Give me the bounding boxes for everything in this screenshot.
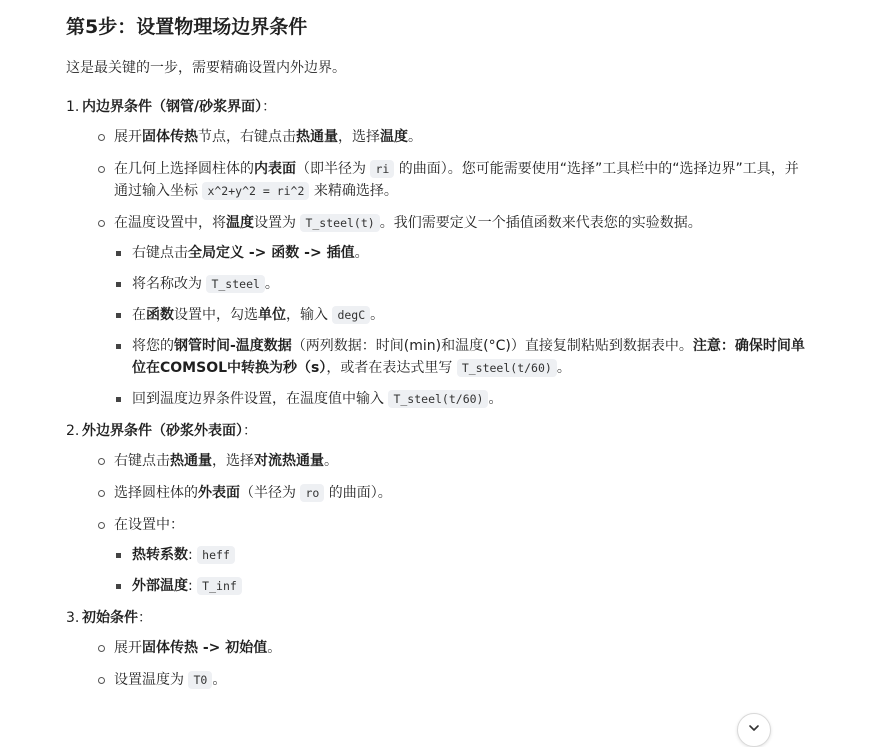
nested-list — [114, 242, 806, 410]
list-item: 设置温度为 T0 。 — [82, 669, 806, 691]
nested-item: 右键点击全局定义 -> 函数 -> 插值。 — [114, 242, 806, 264]
inline-code: T_inf — [197, 577, 242, 595]
nested-item: 在函数设置中，勾选单位，输入 degC 。 — [114, 304, 806, 326]
list-item-initial-conditions: 3. 初始条件： 展开固体传热 -> 初始值。 设置温度为 T0 。 — [66, 607, 806, 691]
inline-code: x^2+y^2 = ri^2 — [202, 182, 309, 200]
sub-list — [82, 637, 806, 691]
steps-list — [66, 96, 806, 691]
section-label: 初始条件 — [82, 610, 138, 626]
inline-code: T0 — [188, 671, 212, 689]
list-item-inner-boundary: 1. 内边界条件（钢管/砂浆界面）： 展开固体传热节点，右键点击热通量，选择温度。 在几何上选择圆柱体的内表面（即半径为 ri 的曲面）。您可能需要使用“选择”工具栏中的“选择边界”工具，并通过输入坐标 x^2+y^2 = ri^2 来精确选择。 在温度设置中，将温度设置为 T_steel(t) 。我们需要定义一个插值函数来代表您的实验数据。 右键点击全局定义 -> 函数 -> 插值。 将名称改为 T_steel 。 在函数设置中，勾选单位，输入 degC 。 将您的钢管时间-温度数据（两列数据：时间(min)和温度(°C)）直接复制粘贴到数据表中。注意：确保时间单位在COMSOL中转换为秒（s），或者在表达式里写 T_steel(t/60) 。 回到温度边界条件设置，在温度值中输入 T_steel(t/60) 。 — [66, 96, 806, 410]
inline-code: T_steel(t) — [300, 214, 379, 232]
chevron-down-icon — [747, 721, 761, 739]
inline-code: ri — [370, 160, 394, 178]
step-heading: 第5步：设置物理场边界条件 — [66, 16, 308, 38]
inline-code: T_steel — [206, 275, 264, 293]
inline-code: degC — [332, 306, 370, 324]
list-number: 2. — [66, 423, 80, 439]
inline-code: ro — [300, 484, 324, 502]
sub-list — [82, 450, 806, 597]
scroll-to-bottom-button[interactable] — [737, 713, 771, 747]
sub-list — [82, 126, 806, 410]
nested-item: 回到温度边界条件设置，在温度值中输入 T_steel(t/60) 。 — [114, 388, 806, 410]
section-label: 外边界条件（砂浆外表面） — [82, 423, 243, 439]
nested-item: 将名称改为 T_steel 。 — [114, 273, 806, 295]
list-item: 展开固体传热节点，右键点击热通量，选择温度。 — [82, 126, 806, 148]
inline-code: T_steel(t/60) — [457, 359, 557, 377]
inline-code: T_steel(t/60) — [388, 390, 488, 408]
inline-code: heff — [197, 546, 235, 564]
response-content — [66, 0, 806, 701]
nested-list — [114, 544, 806, 597]
list-item: 在温度设置中，将温度设置为 T_steel(t) 。我们需要定义一个插值函数来代表您的实验数据。 右键点击全局定义 -> 函数 -> 插值。 将名称改为 T_steel 。 在函数设置中，勾选单位，输入 degC 。 将您的钢管时间-温度数据（两列数据：时间(min)和温度(°C)）直接复制粘贴到数据表中。注意：确保时间单位在COMSOL中转换为秒（s），或者在表达式里写 T_steel(t/60) 。 回到温度边界条件设置，在温度值中输入 T_steel(t/60) 。 — [82, 212, 806, 410]
list-number: 3. — [66, 610, 80, 626]
intro-text: 这是最关键的一步，需要精确设置内外边界。 — [66, 60, 346, 76]
list-item: 在设置中： 热转系数: heff 外部温度: T_inf — [82, 514, 806, 597]
list-item-outer-boundary: 2. 外边界条件（砂浆外表面）： 右键点击热通量，选择对流热通量。 选择圆柱体的外表面（半径为 ro 的曲面）。 在设置中： 热转系数: heff 外部温度: T_inf — [66, 420, 806, 597]
list-item: 展开固体传热 -> 初始值。 — [82, 637, 806, 659]
nested-item: 热转系数: heff — [114, 544, 806, 566]
nested-item: 将您的钢管时间-温度数据（两列数据：时间(min)和温度(°C)）直接复制粘贴到数据表中。注意：确保时间单位在COMSOL中转换为秒（s），或者在表达式里写 T_steel(t/60) 。 — [114, 335, 806, 379]
list-item: 在几何上选择圆柱体的内表面（即半径为 ri 的曲面）。您可能需要使用“选择”工具栏中的“选择边界”工具，并通过输入坐标 x^2+y^2 = ri^2 来精确选择。 — [82, 158, 806, 202]
list-number: 1. — [66, 99, 80, 115]
nested-item: 外部温度: T_inf — [114, 575, 806, 597]
section-label: 内边界条件（钢管/砂浆界面） — [82, 99, 263, 115]
list-item: 选择圆柱体的外表面（半径为 ro 的曲面）。 — [82, 482, 806, 504]
list-item: 右键点击热通量，选择对流热通量。 — [82, 450, 806, 472]
